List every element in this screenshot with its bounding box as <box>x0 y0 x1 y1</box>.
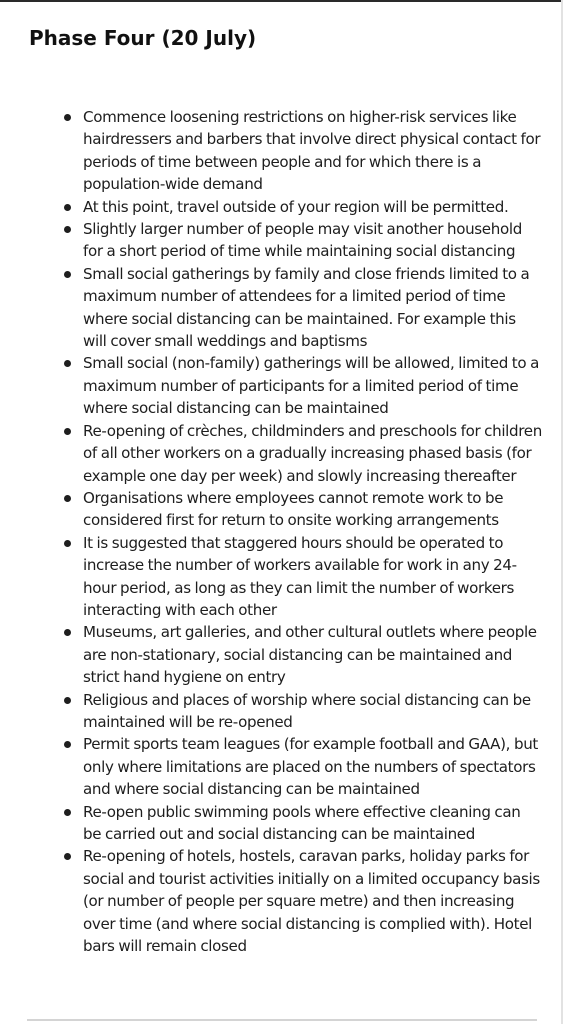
bullet-icon <box>64 204 71 211</box>
list-item-text: Small social (non-family) gatherings will be allowed, limited to a maximum number of participants for a limited period of time where social distancing can be maintained <box>83 354 539 418</box>
bullet-icon <box>64 809 71 816</box>
bullet-icon <box>64 853 71 860</box>
list-item-text: It is suggested that staggered hours should be operated to increase the number of workers available for work in any 24-hour period, as long as they can limit the number of workers interacting with each other <box>83 533 517 619</box>
list-item-text: Slightly larger number of people may visit another household for a short period of time while maintaining social distancing <box>83 220 522 261</box>
bullet-icon <box>64 428 71 435</box>
bullet-icon <box>64 495 71 502</box>
list-item-text: Commence loosening restrictions on higher-risk services like hairdressers and barbers that involve direct physical contact for periods of time between people and for which there is a population-wide demand <box>83 108 541 194</box>
bullet-icon <box>64 540 71 547</box>
list-item <box>58 845 542 957</box>
list-item <box>58 352 542 419</box>
bottom-divider <box>27 1019 537 1021</box>
bullet-icon <box>64 114 71 121</box>
list-item <box>58 106 542 196</box>
list-item <box>58 733 542 800</box>
list-item <box>58 263 542 353</box>
list-item <box>58 801 542 846</box>
bullet-icon <box>64 226 71 233</box>
bullet-icon <box>64 629 71 636</box>
bullet-icon <box>64 271 71 278</box>
list-item <box>58 196 542 218</box>
phase-four-list <box>58 106 542 957</box>
list-item-text: Re-opening of crèches, childminders and preschools for children of all other workers on a gradually increasing phased basis (for example one day per week) and slowly increasing thereafter <box>83 421 542 485</box>
list-item-text: Re-opening of hotels, hostels, caravan parks, holiday parks for social and tourist activities initially on a limited occupancy basis (or number of people per square metre) and then increasing over time (and where social distancing is complied with). Hotel bars will remain closed <box>83 847 540 956</box>
bullet-icon <box>64 360 71 367</box>
list-item-text: Organisations where employees cannot remote work to be considered first for return to onsite working arrangements <box>83 488 504 530</box>
list-item-text: Small social gatherings by family and close friends limited to a maximum number of attendees for a limited period of time where social distancing can be maintained. For example this will cover small weddings and baptisms <box>83 264 530 351</box>
list-item <box>58 621 542 688</box>
section-heading: Phase Four (20 July) <box>29 26 257 50</box>
list-item <box>58 218 542 263</box>
bullet-icon <box>64 741 71 748</box>
list-item <box>58 689 542 734</box>
top-divider <box>0 0 563 2</box>
list-item-text: Permit sports team leagues (for example football and GAA), but only where limitations are placed on the numbers of spectators and where social distancing can be maintained <box>83 735 538 799</box>
list-item <box>58 532 542 622</box>
list-item-text: At this point, travel outside of your region will be permitted. <box>83 197 509 216</box>
list-item-text: Museums, art galleries, and other cultural outlets where people are non-stationary, social distancing can be maintained and strict hand hygiene on entry <box>83 623 537 687</box>
list-item-text: Religious and places of worship where social distancing can be maintained will be re-opened <box>83 690 531 731</box>
list-item-text: Re-open public swimming pools where effective cleaning can be carried out and social distancing can be maintained <box>83 802 521 843</box>
bullet-icon <box>64 697 71 704</box>
list-item <box>58 420 542 487</box>
list-item <box>58 487 542 532</box>
